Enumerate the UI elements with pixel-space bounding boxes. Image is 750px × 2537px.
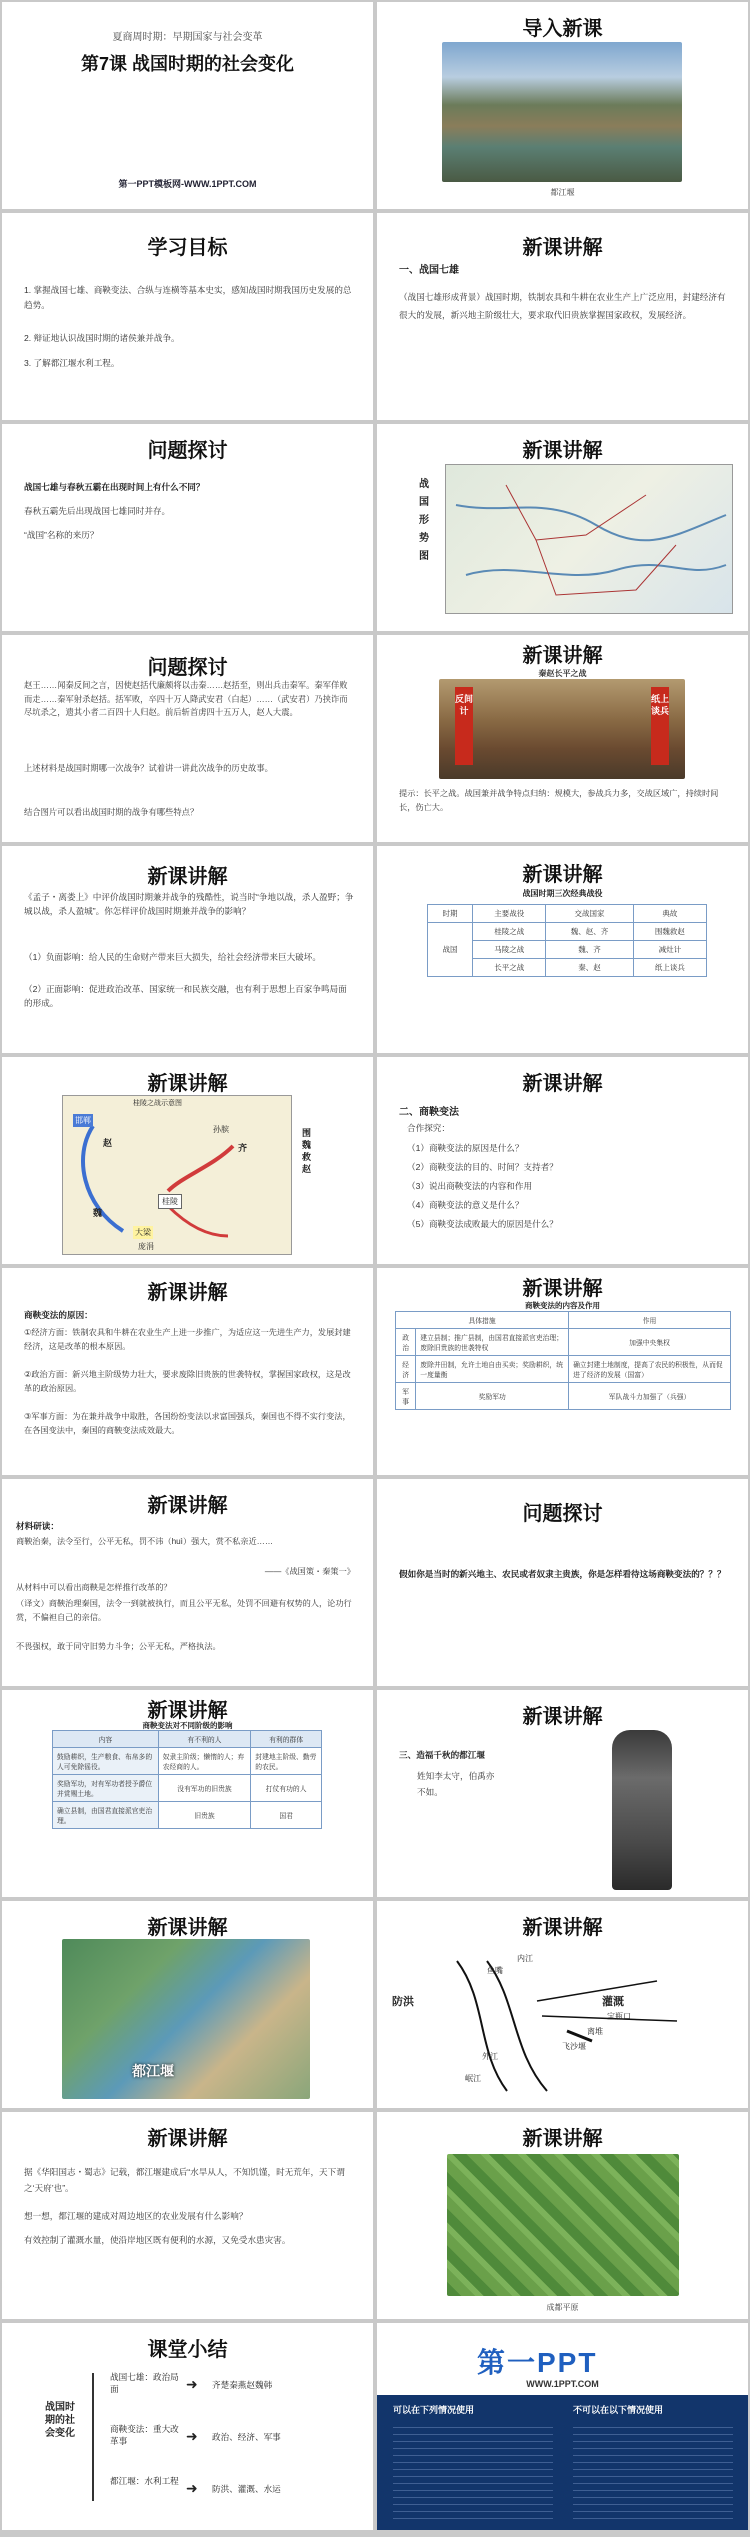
slide-summary[interactable]	[2, 2323, 373, 2530]
forbidden-list	[573, 2421, 733, 2521]
label-qi: 齐	[238, 1143, 248, 1153]
dujiangyan-photo	[442, 42, 682, 182]
prompt-text-2: 结合图片可以看出战国时期的战争有哪些特点？	[24, 807, 199, 817]
period-cell: 战国	[428, 923, 473, 977]
question-text: 战国七雄与春秋五霸在出现时间上有什么不同？	[24, 482, 205, 492]
slide-changping[interactable]	[377, 635, 748, 842]
slide-title: 新课讲解	[522, 237, 603, 259]
header-cell: 有不利的人	[158, 1731, 251, 1748]
label-wei: 魏	[93, 1208, 103, 1218]
goal-1: 1. 掌握战国七雄、商鞅变法、合纵与连横等基本史实，感知战国时期我国历史发展的总趋势。	[24, 285, 352, 310]
negative-impact: （1）负面影响：给人民的生命财产带来巨大损失，给社会经济带来巨大破坏。	[24, 952, 321, 962]
section-heading: 一、战国七雄	[399, 265, 459, 276]
label-flood: 防洪	[392, 1996, 414, 2008]
quote-text: 商鞅治秦，法令至行，公平无私，罚不讳（huì）强大，赏不私亲近……	[16, 1537, 274, 1546]
slide-title: 导入新课	[522, 18, 603, 40]
cover-site: 第一PPT模板网-WWW.1PPT.COM	[118, 179, 257, 189]
slide-title: 新课讲解	[522, 440, 603, 462]
label-feishayan: 飞沙堰	[562, 2042, 586, 2051]
cover-title: 第7课 战国时期的社会变化	[80, 54, 294, 74]
table-cell: 马陵之战	[473, 941, 546, 959]
table-title: 商鞅变法对不同阶级的影响	[142, 1721, 233, 1730]
slide-shang-yang[interactable]	[377, 1057, 748, 1264]
positive-impact: （2）正面影响：促进政治改革、国家统一和民族交融，也有利于思想上百家争鸣局面的形成。	[24, 984, 347, 1008]
question-text: 假如你是当时的新兴地主、农民或者奴隶主贵族，你是怎样看待这场商鞅变法的？？？	[399, 1569, 726, 1579]
banner-left: 反间计	[455, 687, 473, 765]
section-heading: 商鞅变法的原因：	[24, 1310, 93, 1320]
table-cell: 减灶计	[633, 941, 706, 959]
table-cell: 旧贵族	[158, 1802, 251, 1829]
slide-title: 新课讲解	[147, 1073, 228, 1095]
slide-title: 新课讲解	[522, 645, 603, 667]
table-header	[53, 1731, 322, 1748]
arrow-icon: ➜	[186, 2428, 198, 2444]
table-cell: 秦、赵	[546, 959, 633, 977]
header-cell: 内容	[53, 1731, 159, 1748]
forbidden-heading: 不可以在以下情况使用	[573, 2405, 664, 2415]
slide-title: 学习目标	[147, 237, 228, 259]
branch-value: 齐楚秦燕赵魏韩	[212, 2380, 273, 2390]
map-arrows	[63, 1096, 293, 1256]
table-cell: 长平之战	[473, 959, 546, 977]
slide-goals[interactable]	[2, 213, 373, 420]
source-text: 赵王……闻秦反间之言，因使赵括代廉颇将以击秦……赵括至，则出兵击秦军。秦军佯败而走……秦军射杀赵括。括军败，卒四十万人降武安君（白起）……（武安君）乃挟诈而尽坑杀之，遗其小者二百四十人归赵。前后斩首虏四十五万人，赵人大震。	[24, 680, 348, 717]
photo-caption: 成都平原	[546, 2303, 579, 2312]
table-cell: 纸上谈兵	[633, 959, 706, 977]
header-cell: 主要战役	[473, 905, 546, 923]
body-text: 《孟子・离娄上》中评价战国时期兼并战争的残酷性，说当时“争地以战，杀人盈野；争城以战，杀人盈城”。你怎样评价战国时期兼并战争的影响？	[24, 892, 354, 916]
table-cell: 确立县制，由国君直接派官吏治理。	[53, 1802, 159, 1829]
allowed-list	[393, 2421, 553, 2521]
slide-title: 新课讲解	[147, 1282, 228, 1304]
question-1: （1）商鞅变法的原因是什么？	[407, 1143, 524, 1153]
slide-title: 新课讲解	[522, 864, 603, 886]
table-header	[428, 905, 707, 923]
table-row	[396, 1356, 731, 1383]
table-cell: 奴隶主阶级；懒惰的人；弃农经商的人。	[158, 1748, 251, 1775]
table-row	[53, 1775, 322, 1802]
branch-value: 防洪、灌溉、水运	[212, 2484, 281, 2494]
branch-key: 都江堰：水利工程	[110, 2476, 179, 2486]
class-table	[52, 1730, 322, 1829]
table-row	[53, 1802, 322, 1829]
section-heading: 二、商鞅变法	[399, 1107, 459, 1118]
prompt-text: 上述材料是战国时期哪一次战争？试着讲一讲此次战争的历史故事。	[24, 763, 273, 773]
slide-class-impact[interactable]	[2, 1690, 373, 1897]
table-cell: 加强中央集权	[569, 1329, 731, 1356]
label-handan: 邯郸	[75, 1116, 91, 1125]
slide-title: 问题探讨	[522, 1503, 603, 1525]
li-bing-statue	[612, 1730, 672, 1890]
slide-dujiangyan[interactable]	[377, 1690, 748, 1897]
goal-3: 3. 了解都江堰水利工程。	[24, 358, 120, 368]
guiling-map	[62, 1095, 292, 1255]
table-cell: 废除井田制，允许土地自由买卖；奖励耕织，统一度量衡	[416, 1356, 569, 1383]
table-row	[396, 1329, 731, 1356]
question-5: （5）商鞅变法成败最大的原因是什么？	[407, 1219, 558, 1229]
diagram-lines	[417, 1941, 717, 2101]
slide-title: 新课讲解	[522, 2128, 603, 2150]
label-guiling: 桂陵	[158, 1194, 182, 1209]
header-cell: 交战国家	[546, 905, 633, 923]
battles-table	[427, 904, 707, 977]
table-cell: 没有军功的旧贵族	[158, 1775, 251, 1802]
table-cell: 魏、齐	[546, 941, 633, 959]
section-heading: 材料研读：	[16, 1521, 59, 1531]
slide-reform-causes[interactable]	[2, 1268, 373, 1475]
map-title: 桂陵之战示意图	[133, 1100, 182, 1107]
slide-title: 新课讲解	[147, 2128, 228, 2150]
slide-chengdu-plain[interactable]	[377, 2112, 748, 2319]
branch-key: 商鞅变法：重大改革事	[110, 2424, 179, 2446]
slide-tianfu[interactable]	[2, 2112, 373, 2319]
slide-question-1[interactable]	[2, 424, 373, 631]
question-4: （4）商鞅变法的意义是什么？	[407, 1200, 524, 1210]
table-cell: 奖励军功	[416, 1383, 569, 1410]
record-text: 据《华阳国志・蜀志》记载，都江堰建成后“水旱从人，不知饥馑，时无荒年，天下谓之‘天府’也”。	[24, 2167, 345, 2193]
header-cell: 有利的群体	[251, 1731, 322, 1748]
header-cell: 时期	[428, 905, 473, 923]
table-row	[53, 1748, 322, 1775]
table-cell: 鼓励耕织，生产粮食、布帛多的人可免除徭役。	[53, 1748, 159, 1775]
table-cell: 奖励军功，对有军功者授予爵位并赏赐土地。	[53, 1775, 159, 1802]
image-title: 秦赵长平之战	[538, 669, 587, 678]
translation-text: （译文）商鞅治理秦国，法令一到就被执行，而且公平无私，处罚不回避有权势的人，论功行赏，不偏袒自己的亲信。	[16, 1599, 352, 1622]
allowed-heading: 可以在下列情况使用	[393, 2405, 475, 2415]
slide-question-3[interactable]	[377, 1479, 748, 1686]
poem-text: 姓知李太守，伯禹亦不如。	[417, 1771, 495, 1797]
table-cell: 打仗有功的人	[251, 1775, 322, 1802]
slide-title: 新课讲解	[147, 1917, 228, 1939]
branch-key: 战国七雄：政治局面	[110, 2372, 179, 2394]
table-cell: 军队战斗力加强了（兵强）	[569, 1383, 731, 1410]
label-irrigation: 灌溉	[602, 1996, 624, 2008]
slide-war-impact[interactable]	[2, 846, 373, 1053]
quote-source: ——《战国策・秦策一》	[264, 1567, 355, 1576]
label-neijiang: 内江	[517, 1954, 533, 1963]
battle-painting	[439, 679, 685, 779]
slide-title: 新课讲解	[147, 866, 228, 888]
table-title: 战国时期三次经典战役	[522, 889, 603, 898]
slide-title: 新课讲解	[522, 1073, 603, 1095]
label-pangjuan: 庞涓	[138, 1242, 154, 1251]
slide-title: 新课讲解	[522, 1278, 603, 1300]
label-sunbin: 孙膑	[213, 1125, 229, 1134]
question-text: 从材料中可以看出商鞅是怎样推行改革的？	[16, 1583, 172, 1592]
slide-title: 新课讲解	[522, 1917, 603, 1939]
table-title: 商鞅变法的内容及作用	[525, 1301, 600, 1310]
chengdu-plain-photo	[447, 2154, 679, 2296]
brand-logo: 第一PPT	[477, 2347, 598, 2378]
followup-text: “战国”名称的来历？	[24, 530, 99, 540]
reform-table	[395, 1311, 731, 1410]
hint-text: 提示：长平之战。战国兼并战争特点归纳：规模大，参战兵力多，交战区域广，持续时间长，伤亡大。	[399, 789, 719, 812]
summary-center: 战国时期的社会变化	[45, 2402, 75, 2439]
slide-reform-table[interactable]	[377, 1268, 748, 1475]
table-row	[396, 1383, 731, 1410]
slide-title: 课堂小结	[147, 2339, 228, 2361]
slide-map-warring[interactable]	[377, 424, 748, 631]
answer-text: 不畏强权，敢于同守旧势力斗争；公平无私，严格执法。	[16, 1642, 221, 1651]
info-panel	[377, 2395, 748, 2530]
answer-text: 有效控制了灌溉水量，使沿岸地区既有便利的水源，又免受水患灾害。	[24, 2235, 291, 2245]
body-text: （战国七雄形成背景）战国时期，铁制农具和牛耕在农业生产上广泛应用，封建经济有很大的发展，新兴地主阶级壮大，要求取代旧贵族掌握国家政权，发展经济。	[399, 292, 726, 320]
answer-text: 春秋五霸先后出现战国七雄同时并存。	[24, 506, 171, 516]
table-cell: 确立封建土地制度，提高了农民的积极性，从而促进了经济的发展（国富）	[569, 1356, 731, 1383]
slide-battles-table[interactable]	[377, 846, 748, 1053]
slide-seven-states[interactable]	[377, 213, 748, 420]
arrow-icon: ➜	[186, 2480, 198, 2496]
label-daliang: 大梁	[135, 1228, 151, 1237]
map-label: 战国形势图	[419, 479, 429, 562]
label-lidui: 离堆	[587, 2027, 603, 2036]
label-waijiang: 外江	[482, 2052, 498, 2061]
label-yuzui: 鱼嘴	[487, 1966, 503, 1975]
question-3: （3）说出商鞅变法的内容和作用	[407, 1181, 533, 1191]
slide-question-2[interactable]	[2, 635, 373, 842]
slide-cover[interactable]	[2, 2, 373, 209]
side-label: 围魏救赵	[302, 1128, 312, 1174]
bracket-line	[92, 2373, 94, 2501]
table-cell: 国君	[251, 1802, 322, 1829]
political-cause: ②政治方面：新兴地主阶级势力壮大，要求废除旧贵族的世袭特权，掌握国家政权，这是改革的政治原因。	[24, 1370, 351, 1393]
slide-intro[interactable]	[377, 2, 748, 209]
painting-label: 都江堰	[132, 2063, 174, 2079]
table-cell: 桂陵之战	[473, 923, 546, 941]
table-cell: 经济	[396, 1356, 416, 1383]
table-row	[428, 923, 707, 941]
table-cell: 建立县制；推广县制，由国君直接派官吏治理；废除旧贵族的世袭特权	[416, 1329, 569, 1356]
slide-title: 新课讲解	[147, 1495, 228, 1517]
section-heading: 三、造福千秋的都江堰	[399, 1750, 485, 1760]
slide-title: 问题探讨	[147, 440, 228, 462]
label-minjiang: 岷江	[465, 2074, 481, 2083]
slide-dujiangyan-diagram[interactable]	[377, 1901, 748, 2108]
slide-reading[interactable]	[2, 1479, 373, 1686]
branch-value: 政治、经济、军事	[212, 2432, 281, 2442]
table-cell: 封建地主阶级、勤劳的农民。	[251, 1748, 322, 1775]
slide-guiling-map[interactable]	[2, 1057, 373, 1264]
header-cell: 典故	[633, 905, 706, 923]
label-baopingkou: 宝瓶口	[607, 2012, 631, 2021]
banner-right: 纸上谈兵	[651, 687, 669, 765]
table-cell: 围魏救赵	[633, 923, 706, 941]
photo-caption: 都江堰	[550, 188, 575, 197]
header-cell: 作用	[569, 1312, 731, 1329]
arrow-icon: ➜	[186, 2376, 198, 2392]
question-2: （2）商鞅变法的目的、时间？支持者？	[407, 1162, 558, 1172]
dujiangyan-painting	[62, 1939, 310, 2099]
cover-kicker: 夏商周时期：早期国家与社会变革	[112, 32, 263, 43]
warring-states-map	[445, 464, 733, 614]
map-rivers	[446, 465, 734, 615]
brand-url: WWW.1PPT.COM	[526, 2379, 599, 2389]
goal-2: 2. 辩证地认识战国时期的诸侯兼并战争。	[24, 333, 180, 343]
slide-title: 问题探讨	[147, 657, 228, 679]
table-cell: 魏、赵、齐	[546, 923, 633, 941]
header-cell: 具体措施	[396, 1312, 569, 1329]
table-header	[396, 1312, 731, 1329]
economic-cause: ①经济方面：铁制农具和牛耕在农业生产上进一步推广，为适应这一先进生产力，发展封建经济，这是改革的根本原因。	[24, 1328, 351, 1351]
slide-dujiangyan-map[interactable]	[2, 1901, 373, 2108]
intro-text: 合作探究：	[407, 1123, 450, 1133]
table-cell: 军事	[396, 1383, 416, 1410]
slide-title: 新课讲解	[522, 1706, 603, 1728]
table-cell: 政治	[396, 1329, 416, 1356]
slide-endcard[interactable]	[377, 2323, 748, 2530]
slide-title: 新课讲解	[147, 1700, 228, 1722]
label-zhao: 赵	[103, 1138, 113, 1148]
military-cause: ③军事方面：为在兼并战争中取胜，各国纷纷变法以求富国强兵，秦国也不得不实行变法，在各国变法中，秦国的商鞅变法成效最大。	[24, 1412, 351, 1435]
question-text: 想一想，都江堰的建成对周边地区的农业发展有什么影响？	[24, 2211, 248, 2221]
